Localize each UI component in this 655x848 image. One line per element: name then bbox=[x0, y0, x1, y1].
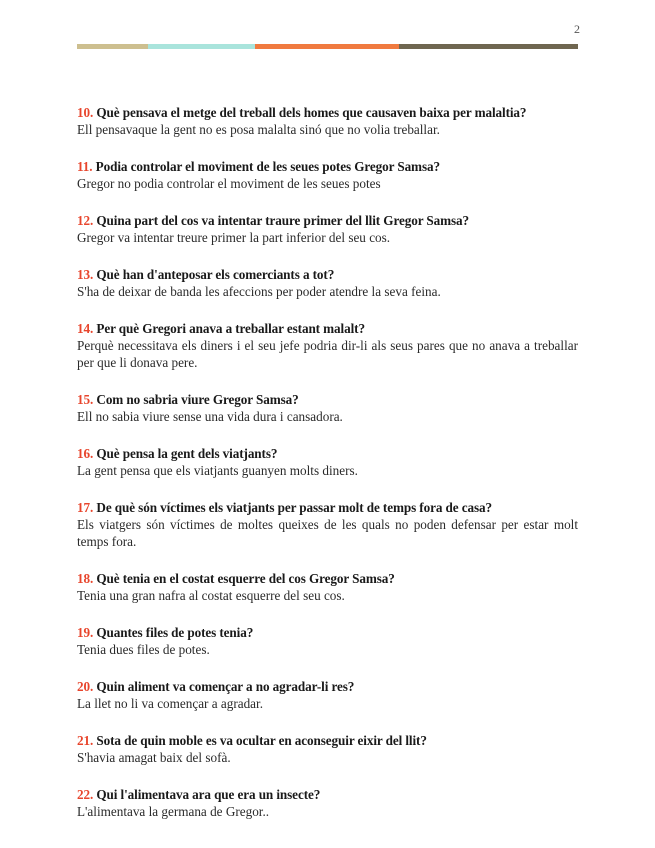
question bbox=[77, 104, 578, 121]
question-answer-list bbox=[77, 104, 578, 840]
question bbox=[77, 678, 578, 695]
answer: La llet no li va començar a agradar. bbox=[77, 696, 263, 711]
question bbox=[77, 391, 578, 408]
question bbox=[77, 570, 578, 587]
question-text: Què pensa la gent dels viatjants? bbox=[96, 446, 278, 461]
qa-item bbox=[77, 391, 578, 425]
question bbox=[77, 158, 578, 175]
qa-item bbox=[77, 499, 578, 550]
answer: Ell pensavaque la gent no es posa malalta sinó que no volia treballar. bbox=[77, 122, 440, 137]
question-text: De què són víctimes els viatjants per passar molt de temps fora de casa? bbox=[96, 500, 492, 515]
question-text: Quantes files de potes tenia? bbox=[96, 625, 254, 640]
answer: S'havia amagat baix del sofà. bbox=[77, 750, 231, 765]
qa-item bbox=[77, 445, 578, 479]
question-number: 18. bbox=[77, 571, 94, 586]
answer: S'ha de deixar de banda les afeccions per poder atendre la seva feina. bbox=[77, 284, 441, 299]
color-bar-segment-tan bbox=[77, 44, 148, 49]
question-number: 20. bbox=[77, 679, 94, 694]
question-number: 21. bbox=[77, 733, 94, 748]
question-number: 17. bbox=[77, 500, 94, 515]
question-number: 10. bbox=[77, 105, 94, 120]
question-text: Com no sabria viure Gregor Samsa? bbox=[96, 392, 299, 407]
color-bar-segment-orange bbox=[255, 44, 399, 49]
question bbox=[77, 732, 578, 749]
question bbox=[77, 445, 578, 462]
qa-item bbox=[77, 266, 578, 300]
question bbox=[77, 786, 578, 803]
question bbox=[77, 499, 578, 516]
question-text: Qui l'alimentava ara que era un insecte? bbox=[96, 787, 321, 802]
question bbox=[77, 212, 578, 229]
question-text: Què han d'anteposar els comerciants a tot? bbox=[96, 267, 335, 282]
question bbox=[77, 320, 578, 337]
qa-item bbox=[77, 104, 578, 138]
answer: La gent pensa que els viatjants guanyen molts diners. bbox=[77, 463, 358, 478]
header-color-bar bbox=[77, 44, 578, 49]
qa-item bbox=[77, 732, 578, 766]
color-bar-segment-aqua bbox=[148, 44, 255, 49]
question-text: Què tenia en el costat esquerre del cos Gregor Samsa? bbox=[96, 571, 395, 586]
qa-item bbox=[77, 624, 578, 658]
question-text: Sota de quin moble es va ocultar en aconseguir eixir del llit? bbox=[96, 733, 427, 748]
question-number: 12. bbox=[77, 213, 94, 228]
answer: Gregor va intentar treure primer la part inferior del seu cos. bbox=[77, 230, 391, 245]
answer: Tenia dues files de potes. bbox=[77, 642, 210, 657]
question-number: 14. bbox=[77, 321, 94, 336]
question-text: Quina part del cos va intentar traure primer del llit Gregor Samsa? bbox=[96, 213, 470, 228]
color-bar-segment-olive bbox=[399, 44, 578, 49]
question-text: Què pensava el metge del treball dels homes que causaven baixa per malaltia? bbox=[96, 105, 527, 120]
qa-item bbox=[77, 570, 578, 604]
question-text: Quin aliment va començar a no agradar-li res? bbox=[96, 679, 355, 694]
answer: L'alimentava la germana de Gregor.. bbox=[77, 804, 270, 819]
qa-item bbox=[77, 320, 578, 371]
question-number: 22. bbox=[77, 787, 94, 802]
question bbox=[77, 266, 578, 283]
question-number: 13. bbox=[77, 267, 94, 282]
answer: Gregor no podia controlar el moviment de les seues potes bbox=[77, 176, 381, 191]
question-number: 19. bbox=[77, 625, 94, 640]
question-number: 16. bbox=[77, 446, 94, 461]
qa-item bbox=[77, 212, 578, 246]
answer: Ell no sabia viure sense una vida dura i cansadora. bbox=[77, 409, 343, 424]
question-text: Per què Gregori anava a treballar estant malalt? bbox=[96, 321, 365, 336]
question-text: Podia controlar el moviment de les seues potes Gregor Samsa? bbox=[95, 159, 440, 174]
answer: Perquè necessitava els diners i el seu jefe podria dir-li als seus pares que no anava a treballar per que li donava pere. bbox=[77, 338, 578, 370]
qa-item bbox=[77, 158, 578, 192]
question-number: 11. bbox=[77, 159, 93, 174]
answer: Tenia una gran nafra al costat esquerre del seu cos. bbox=[77, 588, 345, 603]
qa-item bbox=[77, 786, 578, 820]
answer: Els viatgers són víctimes de moltes queixes de les quals no poden defensar per estar molt temps fora. bbox=[77, 517, 578, 549]
question bbox=[77, 624, 578, 641]
qa-item bbox=[77, 678, 578, 712]
page-number: 2 bbox=[574, 22, 580, 36]
question-number: 15. bbox=[77, 392, 94, 407]
